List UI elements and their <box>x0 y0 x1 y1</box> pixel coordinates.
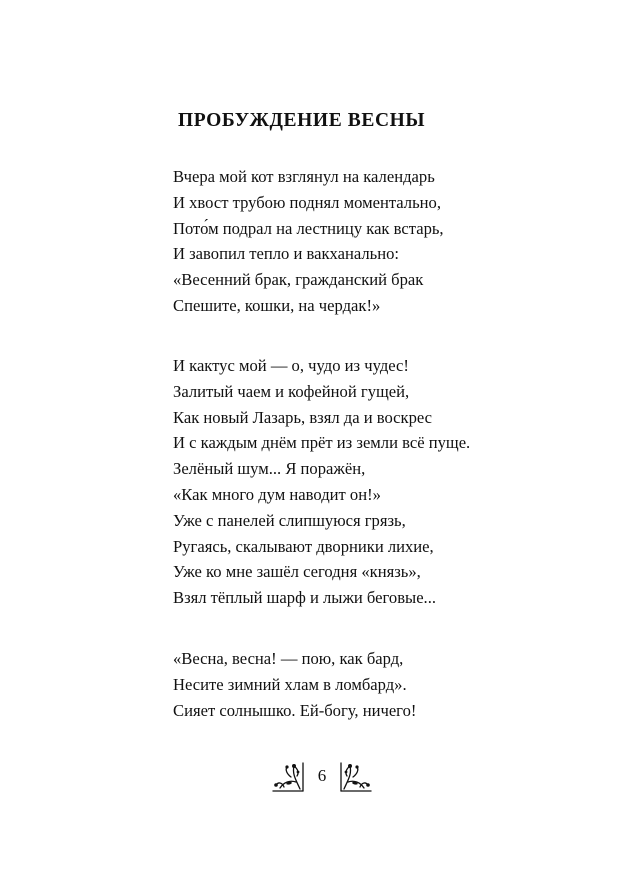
poem-line: Ругаясь, скалывают дворники лихие, <box>173 536 434 556</box>
poem-line: И кактус мой — о, чудо из чудес! <box>173 356 409 375</box>
poem-line: Зелёный шум... Я поражён, <box>173 459 366 479</box>
poem-line: Залитый чаем и кофейной гущей, <box>173 381 410 401</box>
poem-line: И хвост трубою поднял моментально, <box>173 192 441 212</box>
poem-line: Пото́м подрал на лестницу как встарь, <box>173 218 444 238</box>
poem-line: И с каждым днём прёт из земли всё пуще. <box>173 433 471 453</box>
page-footer <box>272 758 372 798</box>
poem-line: «Весна, весна! — пою, как бард, <box>173 649 404 668</box>
stanza-1 <box>173 164 444 319</box>
stanza-2 <box>173 353 470 611</box>
poem-line: Вчера мой кот взглянул на календарь <box>173 167 435 186</box>
poem-title: ПРОБУЖДЕНИЕ ВЕСНЫ <box>178 110 426 131</box>
poem-line: Как новый Лазарь, взял да и воскрес <box>173 407 433 427</box>
poem-line: Несите зимний хлам в ломбард». <box>173 674 407 694</box>
poem-line: И завопил тепло и вакханально: <box>173 244 400 264</box>
floral-ornament-icon <box>339 760 372 794</box>
poem-line: Уже ко мне зашёл сегодня «князь», <box>173 562 421 582</box>
poem-line: «Как много дум наводит он!» <box>173 484 381 504</box>
floral-ornament-icon <box>272 760 305 794</box>
poem-line: Сияет солнышко. Ей-богу, ничего! <box>173 700 417 720</box>
poem-line: Уже с панелей слипшуюся грязь, <box>173 510 406 530</box>
poem-line: «Весенний брак, гражданский брак <box>173 270 424 290</box>
poem-line: Спешите, кошки, на чердак!» <box>173 295 381 315</box>
poem-line: Взял тёплый шарф и лыжи беговые... <box>173 588 437 608</box>
page-number: 6 <box>317 766 327 785</box>
stanza-3 <box>173 646 416 723</box>
